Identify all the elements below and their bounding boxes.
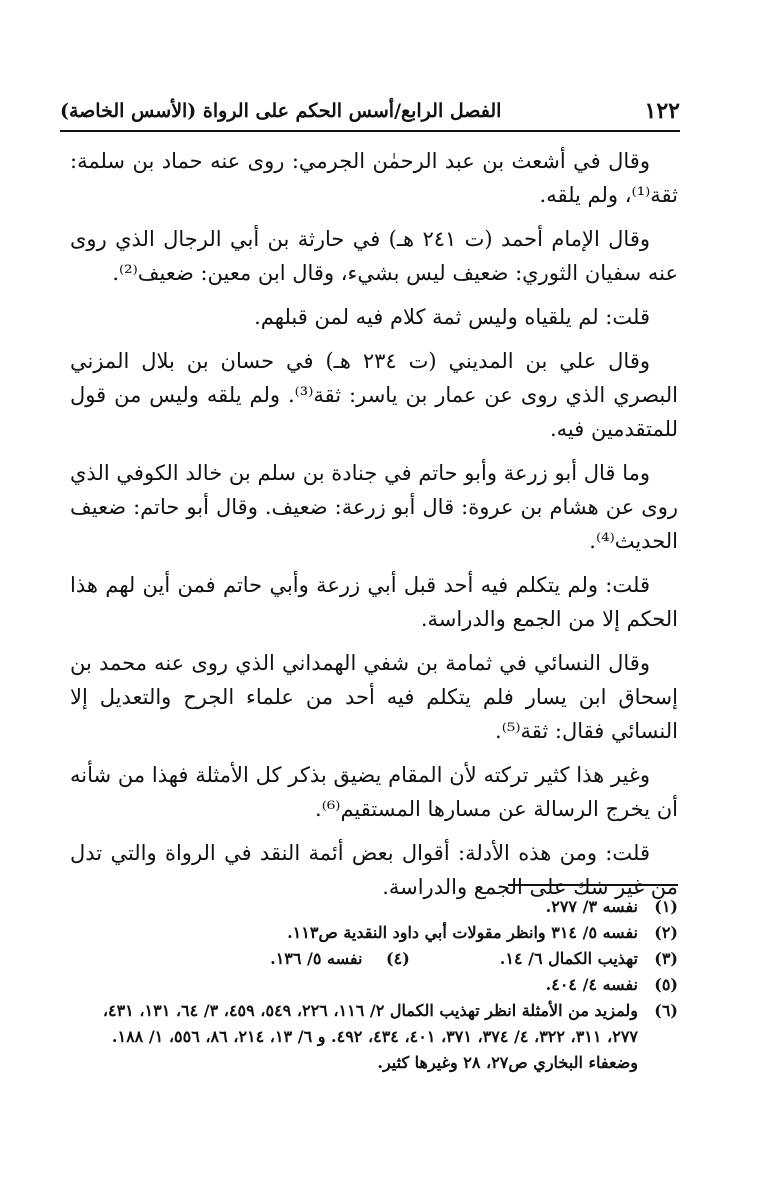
page-number: ١٢٢ [644, 98, 680, 124]
footnote-number: (٣) [654, 949, 678, 968]
paragraph: وقال النسائي في ثمامة بن شفي الهمداني الذي روى عنه محمد بن إسحاق ابن يسار فلم يتكلم فيه أحد من علماء الجرح والتعديل إلا النسائي فقال: ثقة⁽⁵⁾. [70, 651, 678, 743]
footnote [70, 972, 678, 998]
footnote-number: (٢) [654, 923, 678, 942]
paragraph: قلت: ومن هذه الأدلة: أقوال بعض أئمة النقد في الرواة والتي تدل من غير شك على الجمع والدراسة. [70, 841, 678, 899]
footnote-text: تهذيب الكمال ٦/ ١٤. [499, 949, 638, 968]
paragraph: وقال علي بن المديني (ت ٢٣٤ هـ) في حسان بن بلال المزني البصري الذي روى عن عمار بن ياسر: ثقة⁽³⁾. ولم يلقه وليس من قول للمتقدمين فيه. [70, 349, 679, 441]
footnote [70, 894, 678, 920]
running-title: الفصل الرابع/أسس الحكم على الرواة (الأسس الخاصة) [60, 100, 502, 122]
footnote-pair [70, 946, 638, 972]
footnote-separator [508, 884, 678, 886]
page-header [60, 96, 680, 132]
footnote-inline-pair [270, 946, 410, 972]
footnote-number: (٦) [654, 1001, 678, 1020]
paragraph: وما قال أبو زرعة وأبو حاتم في جنادة بن سلم بن خالد الكوفي الذي روى عن هشام بن عروة: قال أبو زرعة: ضعيف. وقال أبو حاتم: ضعيف الحديث⁽⁴⁾. [70, 461, 678, 553]
paragraph: وغير هذا كثير تركته لأن المقام يضيق بذكر كل الأمثلة فهذا من شأنه أن يخرج الرسالة عن مسارها المستقيم⁽⁶⁾. [70, 763, 678, 821]
footnote [70, 998, 678, 1076]
footnote [70, 946, 678, 972]
footnote-text: نفسه ٥/ ١٣٦. [270, 949, 363, 968]
footnote-text: نفسه ٤/ ٤٠٤. [545, 975, 638, 994]
footnote-number: (٤) [386, 949, 410, 968]
paragraph: وقال الإمام أحمد (ت ٢٤١ هـ) في حارثة بن أبي الرجال الذي روى عنه سفيان الثوري: ضعيف ليس بشيء، وقال ابن معين: ضعيف⁽²⁾. [70, 227, 678, 285]
paragraph: وقال في أشعث بن عبد الرحمٰن الجرمي: روى عنه حماد بن سلمة: ثقة⁽¹⁾، ولم يلقه. [70, 149, 678, 207]
footnote [70, 920, 678, 946]
footnote-text: ولمزيد من الأمثلة انظر تهذيب الكمال ٢/ ١١٦، ٢٢٦، ٥٤٩، ٤٥٩، ٣/ ٦٤، ١٣١، ٤٣١، ٢٧٧، ٣١١، ٣٢٢، ٤/ ٣٧٤، ٣٧١، ٤٠١، ٤٣٤، ٤٩٢. و ٦/ ١٣، ٢١٤، ٨٦، ٥٥٦، ١/ ١٨٨. وضعفاء البخاري ص٢٧، ٢٨ وغيرها كثير. [102, 1001, 638, 1072]
footnote-text: نفسه ٥/ ٣١٤ وانظر مقولات أبي داود النقدية ص١١٣. [287, 923, 638, 942]
footnote-number: (١) [654, 897, 678, 916]
paragraph: قلت: لم يلقياه وليس ثمة كلام فيه لمن قبلهم. [254, 305, 650, 329]
footnote-number: (٥) [654, 975, 678, 994]
main-text [70, 144, 678, 914]
paragraph: قلت: ولم يتكلم فيه أحد قبل أبي زرعة وأبي حاتم فمن أين لهم هذا الحكم إلا من الجمع والدراسة. [70, 573, 678, 631]
footnotes [70, 894, 678, 1076]
footnote-text: نفسه ٣/ ٢٧٧. [545, 897, 638, 916]
